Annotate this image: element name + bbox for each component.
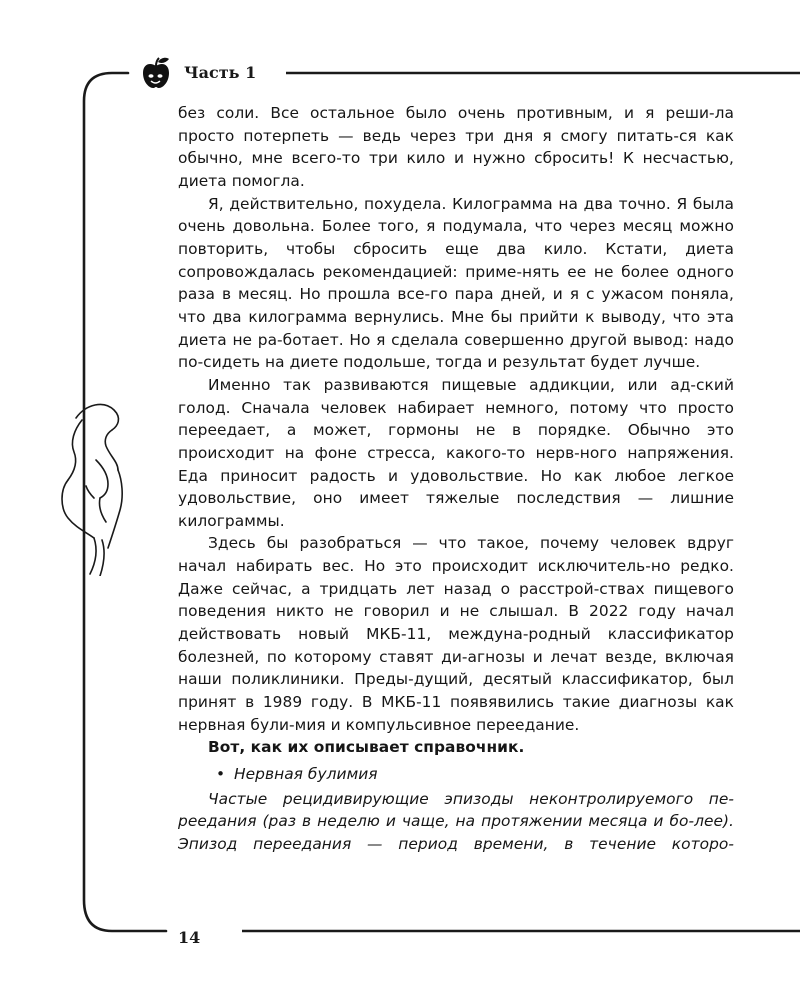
bullet-text: Нервная булимия xyxy=(234,765,378,784)
section-label: Часть 1 xyxy=(184,63,257,82)
bullet-dot-icon: • xyxy=(216,765,226,784)
page-number: 14 xyxy=(178,928,201,947)
body-text xyxy=(178,102,734,856)
paragraph: без соли. Все остальное было очень противным, и я реши-ла просто потерпеть — ведь через три дня я смогу питать-ся как обычно, мне всего-то три кило и нужно сбросить! К несчастью, диета помогла. xyxy=(178,104,734,190)
paragraph: Здесь бы разобраться — что такое, почему человек вдруг начал набирать вес. Но это происходит исключитель-но редко. Даже сейчас, а тридцать лет назад о расстрой-ствах пищевого поведения никто не говорил и не слышал. В 2022 году начал действовать новый МКБ-11, междуна-родный классификатор болезней, по которому ставят ди-агнозы и лечат везде, включая наши поликлиники. Преды-дущий, десятый классификатор, был принят в 1989 году. В МКБ-11 появявились такие диагнозы как нервная були-мия и компульсивное переедание. xyxy=(178,534,734,734)
paragraph: Именно так развиваются пищевые аддикции, или ад-ский голод. Сначала человек набирает немного, потому что просто переедает, а может, гормоны не в порядке. Обычно это происходит на фоне стресса, какого-то нерв-ного напряжения. Еда приносит радость и удовольствие. Но как любое легкое удовольствие, оно имеет тяжелые последствия — лишние килограммы. xyxy=(178,375,734,530)
bold-paragraph: Вот, как их описывает справочник. xyxy=(208,738,525,757)
paragraph: Я, действительно, похудела. Килограмма на два точно. Я была очень довольна. Более того, я подумала, что через месяц можно повторить, чтобы сбросить еще два кило. Кстати, диета сопровождалась рекомендацией: приме-нять ее не более одного раза в месяц. Но прошла все-го пара дней, и я с ужасом поняла, что два килограмма вернулись. Мне бы прийти к выводу, что эта диета не ра-ботает. Но я сделала совершенно другой вывод: надо по-сидеть на диете подольше, тогда и результат будет лучше. xyxy=(178,194,734,372)
bullet-item xyxy=(178,763,734,786)
apple-icon xyxy=(140,56,172,90)
italic-paragraph: Частые рецидивирующие эпизоды неконтролируемого пе-реедания (раз в неделю и чаще, на протяжении месяца и бо-лее). Эпизод переедания — период времени, в течение которо- xyxy=(178,789,734,853)
female-silhouette-icon xyxy=(56,400,136,576)
